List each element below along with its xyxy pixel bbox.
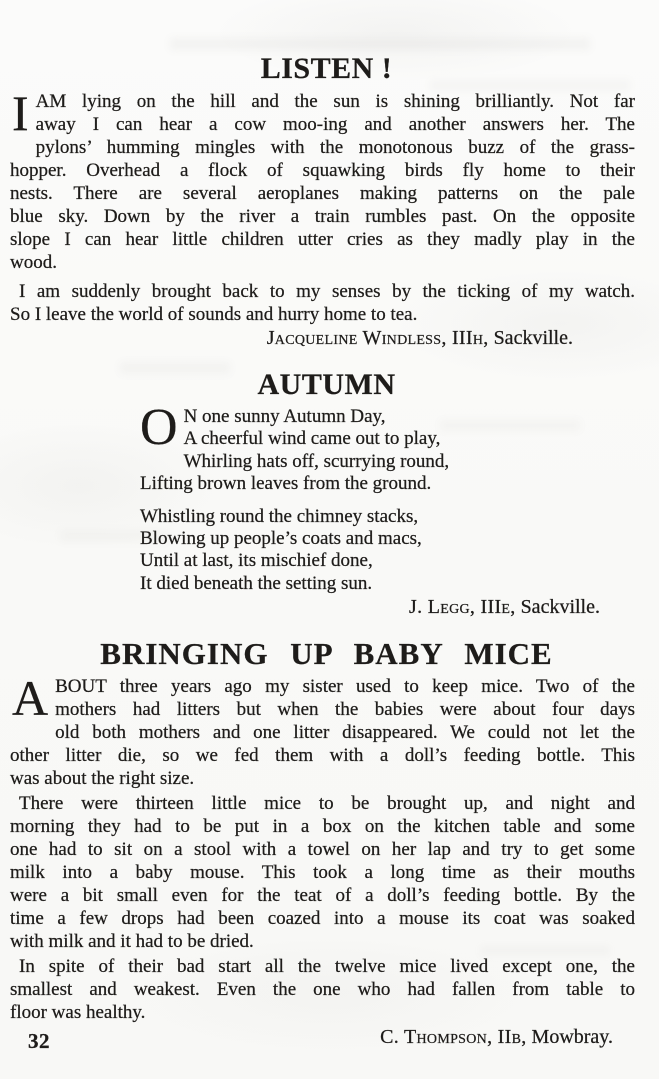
text-line: AM lying on the hill and the sun is shining brilliantly. Not far [35, 91, 635, 112]
article-listen [10, 52, 635, 350]
text-line: away I can hear a cow moo-ing and another answers her. The [35, 114, 635, 135]
poem-line: N one sunny Autumn Day, [183, 406, 386, 427]
text-line: pylons’ humming mingles with the monotonous buzz of the grass- [35, 137, 635, 158]
text-line: hopper. Overhead a flock of squawking birds fly home to their [10, 160, 635, 181]
byline-author: Jacqueline Windless, IIIh, [266, 327, 489, 349]
poem-line: Whirling hats off, scurrying round, [183, 450, 450, 472]
paragraph [10, 955, 635, 1024]
article-baby-mice [10, 637, 635, 1049]
poem-stanza [140, 399, 635, 496]
paragraph [10, 280, 635, 326]
text-line: blue sky. Down by the river a train rumbles past. On the opposite [10, 206, 635, 227]
paragraph [10, 85, 635, 274]
drop-cap: A [12, 670, 49, 727]
text-line: BOUT three years ago my sister used to keep mice. Two of the [55, 676, 635, 698]
text-line: So I leave the world of sounds and hurry home to tea. [10, 304, 418, 325]
text-line: was about the right size. [10, 768, 195, 790]
text-line: There were thirteen little mice to be brought up, and night and [19, 793, 635, 815]
text-line: one had to sit on a stool with a towel on her lap and try to get some [10, 839, 635, 861]
text-line: smallest and weakest. Even the one who had fallen from table to [10, 979, 635, 1001]
article-title: BRINGING UP BABY MICE [100, 636, 553, 672]
article-title: LISTEN ! [260, 52, 393, 85]
text-line: morning they had to be put in a box on the kitchen table and some [10, 816, 635, 838]
byline-house: Sackville. [520, 596, 600, 619]
text-line: were a bit small even for the teat of a doll’s feeding bottle. By the [10, 885, 635, 907]
article-autumn [10, 368, 635, 619]
poem-line: Whistling round the chimney stacks, [140, 505, 419, 527]
text-line: milk into a baby mouse. This took a long time as their mouths [10, 862, 635, 884]
page-number: 32 [28, 1029, 50, 1053]
text-line: floor was healthy. [10, 1002, 146, 1024]
byline-house: Mowbray. [531, 1026, 613, 1049]
text-line: slope I can hear little children utter cries as they madly play in the [10, 229, 635, 250]
text-line: old both mothers and one litter disappeared. We could not let the [55, 722, 635, 744]
byline-house: Sackville. [493, 327, 573, 349]
byline-author: J. Legg, IIIe, [409, 596, 516, 619]
text-line: nests. There are several aeroplanes making patterns on the pale [10, 183, 635, 204]
text-line: with milk and it had to be dried. [10, 931, 254, 953]
paragraph [10, 792, 635, 953]
byline-author: C. Thompson, IIb, [380, 1026, 527, 1049]
poem-stanza [140, 506, 635, 596]
article-title: AUTUMN [257, 368, 396, 401]
byline [10, 596, 635, 619]
poem-line: Blowing up people’s coats and macs, [140, 528, 422, 550]
text-line: time a few drops had been coazed into a mouse its coat was soaked [10, 908, 635, 930]
poem-line: Until at last, its mischief done, [140, 550, 373, 572]
text-line: mothers had litters but when the babies were about four days [55, 699, 635, 721]
text-line: wood. [10, 252, 57, 273]
poem-line: It died beneath the setting sun. [140, 572, 373, 594]
text-line: In spite of their bad start all the twelve mice lived except one, the [19, 956, 635, 978]
paragraph [10, 670, 635, 790]
byline [10, 1026, 635, 1049]
poem-line: A cheerful wind came out to play, [183, 428, 441, 450]
text-line: other litter die, so we fed them with a doll’s feeding bottle. This [10, 745, 635, 767]
byline [10, 327, 635, 350]
poem-line: Lifting brown leaves from the ground. [140, 473, 432, 495]
drop-cap: O [140, 399, 178, 456]
text-line: I am suddenly brought back to my senses by the ticking of my watch. [19, 281, 635, 302]
drop-cap: I [12, 85, 29, 141]
poem [140, 399, 635, 595]
